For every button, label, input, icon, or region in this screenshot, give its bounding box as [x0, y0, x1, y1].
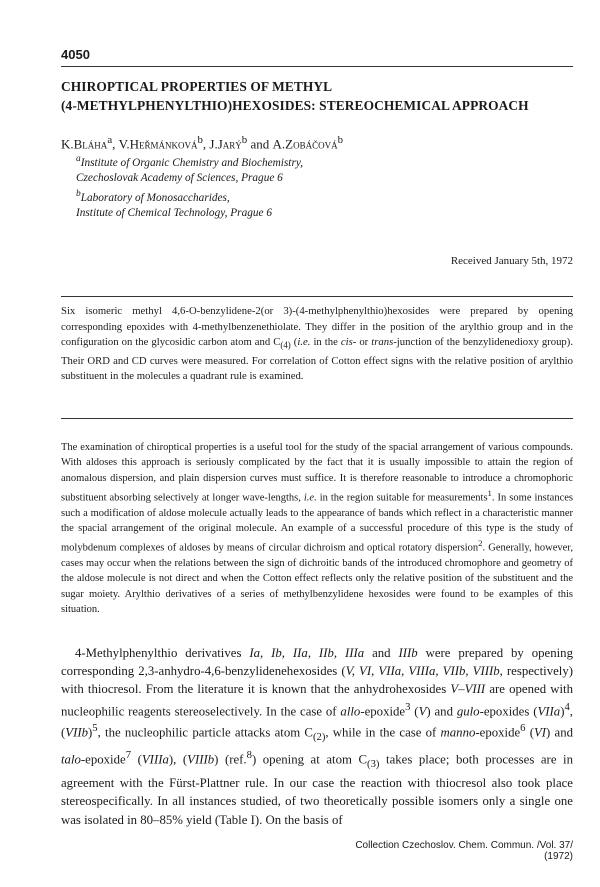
reference-mark: 7 — [125, 750, 132, 762]
affiliation-line: Czechoslovak Academy of Sciences, Prague 6 — [76, 172, 283, 185]
affiliation-line: Institute of Chemical Technology, Prague 6 — [76, 207, 273, 220]
reference-mark: 6 — [520, 723, 526, 735]
affiliation-mark: a — [76, 154, 81, 164]
title-line-1: CHIROPTICAL PROPERTIES OF METHYL — [61, 79, 333, 94]
header-rule — [61, 66, 573, 67]
reference-mark: 8 — [246, 750, 252, 762]
reference-mark: 3 — [405, 701, 411, 713]
abstract-top-rule — [61, 296, 573, 297]
page-number: 4050 — [61, 47, 90, 62]
author-separator: , — [202, 136, 210, 152]
title-line-2: (4-METHYLPHENYLTHIO)HEXOSIDES: STEREOCHEMICAL APPROACH — [61, 98, 529, 113]
author-name: A.Zobáčová — [272, 136, 338, 152]
author-affil-mark: b — [241, 134, 248, 146]
body-paragraph: 4-Methylphenylthio derivatives Ia, Ib, IIa, IIb, IIIa and IIIb were prepared by opening corresponding 2,3-anhydro-4,6-benzylidenehexosides (V, VI, VIIa, VIIIa, VIIb, VIIIb, respectively) with thiocresol. From the literature it is known that the anhydrohexosides V–VIII are opened with nucleophilic reagents stereoselectively. In the case of allo-epoxide$^3$ (V) and gulo-epoxides (VIIa)$^4$, (VIIb)$^5$, the nucleophilic particle attacks atom $C_{(2)}$, while in the case of manno-epoxide$^6$ (VI) and talo-epoxide$^7$ (VIIIa), (VIIIb) (ref.$^8$) opening at atom $C_{(3)}$ takes place; both processes are in agreement with the Fürst-Plattner rule. In our case the reaction with thiocresol also took place stereospecifically. In all instances studied, of two theoretically possible isomers only a single one was isolated in 80–85% yield (Table I). On the basis of — [61, 646, 574, 827]
affiliations — [76, 152, 303, 222]
abstract: Six isomeric methyl 4,6-O-benzylidene-2(or 3)-(4-methylphenylthio)hexosides were prepared by opening corresponding epoxides with 4-methylbenzenethiolate. They differ in the position of the arylthio group and in the configuration on the glycosidic carbon atom and $C_{(4)}$ (i.e. in the cis- or trans-junction of the benzylidenedioxy group). Their ORD and CD curves were measured. For correlation of Cotton effect signs with the relative position of arylthio substituent in the molecules a quadrant rule is examined. — [61, 305, 573, 383]
author-name: K.Bláha — [61, 136, 108, 152]
author-affil-mark: b — [337, 134, 343, 146]
reference-mark: 2 — [478, 538, 483, 549]
affiliation-mark: b — [76, 188, 81, 199]
reference-mark: 1 — [487, 487, 492, 498]
author-name: J.Jarý — [209, 136, 242, 152]
affiliation-line: $^b$Laboratory of Monosaccharides, — [76, 188, 230, 204]
reference-mark: 4 — [564, 701, 570, 713]
author-affil-mark: b — [197, 134, 203, 146]
author-separator: and — [247, 136, 273, 152]
received-date: Received January 5th, 1972 — [450, 255, 573, 267]
author-affil-mark: a — [107, 134, 113, 146]
affiliation-line: $^a$Institute of Organic Chemistry and Biochemistry, — [76, 154, 304, 169]
reference-mark: 5 — [92, 723, 98, 735]
journal-footer: Collection Czechoslov. Chem. Commun. /Vol. 37/ (1972) — [355, 840, 573, 862]
author-list — [61, 134, 343, 152]
author-name: V.Heřmánková — [118, 136, 198, 152]
abstract-bottom-rule — [61, 418, 573, 419]
article-title — [61, 77, 581, 115]
introduction-paragraph: The examination of chiroptical properties is a useful tool for the study of the spacial arrangement of various compounds. With aldoses this approach is seriously complicated by the fact that it is usually impossible to attain the region of anomalous dispersion, and plain dispersion curves must suffice. It is therefore reasonable to introduce a chromophoric substituent absorbing selectively at longer wave-lengths, i.e. in the region suitable for measurements$^1$. In some instances such a modification of aldose molecule actually leads to the appearance of bands which reflect in a characteristic manner the spacial arrangement of the original molecule. An example of a successful procedure of this type is the study of molybdenum complexes of aldoses by means of circular dichroism and optical rotatory dispersion$^2$. Generally, however, cases may occur when the relations between the sign of dichroitic bands of the introduced chromophore and geometry of the aldose molecule is not direct and when the Cotton effect reflects only the relative position of the substituent and the sugar moiety. Arylthio derivatives of a series of methylbenzylidene hexosides were found to be examples of this situation. — [61, 442, 574, 615]
author-separator: , — [112, 136, 119, 152]
